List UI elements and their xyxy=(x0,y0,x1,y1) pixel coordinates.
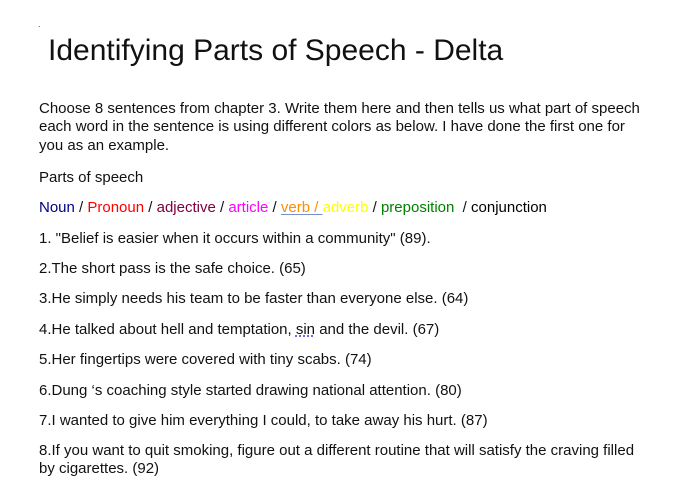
legend-separator: / xyxy=(74,199,88,216)
legend-adjective: adjective xyxy=(156,199,216,216)
sentence-8: 8.If you want to quit smoking, figure out a different routine that will satisfy the craving filled by cigarettes. (92) xyxy=(39,442,635,478)
sentence-2: 2.The short pass is the safe choice. (65) xyxy=(39,260,306,277)
legend-noun: Noun xyxy=(39,199,75,216)
instructions-paragraph: Choose 8 sentences from chapter 3. Write them here and then tells us what part of speech each word in the sentence is using different colors as below. I have done the first one for you as an example. xyxy=(39,100,640,154)
sentence-1: 1. "Belief is easier when it occurs within a community" (89). xyxy=(39,230,431,247)
legend-separator: / xyxy=(368,199,381,216)
sentence-7: 7.I wanted to give him everything I could, to take away his hurt. (87) xyxy=(39,412,488,429)
page-title: Identifying Parts of Speech - Delta xyxy=(48,34,504,67)
stray-dot: . xyxy=(38,19,41,29)
legend-adverb: adverb xyxy=(322,199,369,216)
parts-of-speech-legend xyxy=(39,199,547,217)
legend-preposition: preposition xyxy=(380,199,455,216)
parts-of-speech-heading: Parts of speech xyxy=(39,169,144,186)
legend-separator: / xyxy=(144,199,157,216)
sentence-3: 3.He simply needs his team to be faster than everyone else. (64) xyxy=(39,290,469,307)
legend-article: article xyxy=(228,199,269,216)
spellcheck-word[interactable]: sin xyxy=(295,321,316,338)
legend-separator: / xyxy=(454,199,472,216)
legend-verb: verb / xyxy=(280,199,323,216)
sentence-6: 6.Dung ‘s coaching style started drawing national attention. (80) xyxy=(39,382,462,399)
sentence-5: 5.Her fingertips were covered with tiny scabs. (74) xyxy=(39,351,372,368)
legend-separator: / xyxy=(215,199,229,216)
legend-separator: / xyxy=(268,199,281,216)
legend-conjunction: conjunction xyxy=(471,199,547,216)
sentence-4: 4.He talked about hell and temptation, sin and the devil. (67) xyxy=(39,321,440,338)
legend-pronoun: Pronoun xyxy=(87,199,145,216)
